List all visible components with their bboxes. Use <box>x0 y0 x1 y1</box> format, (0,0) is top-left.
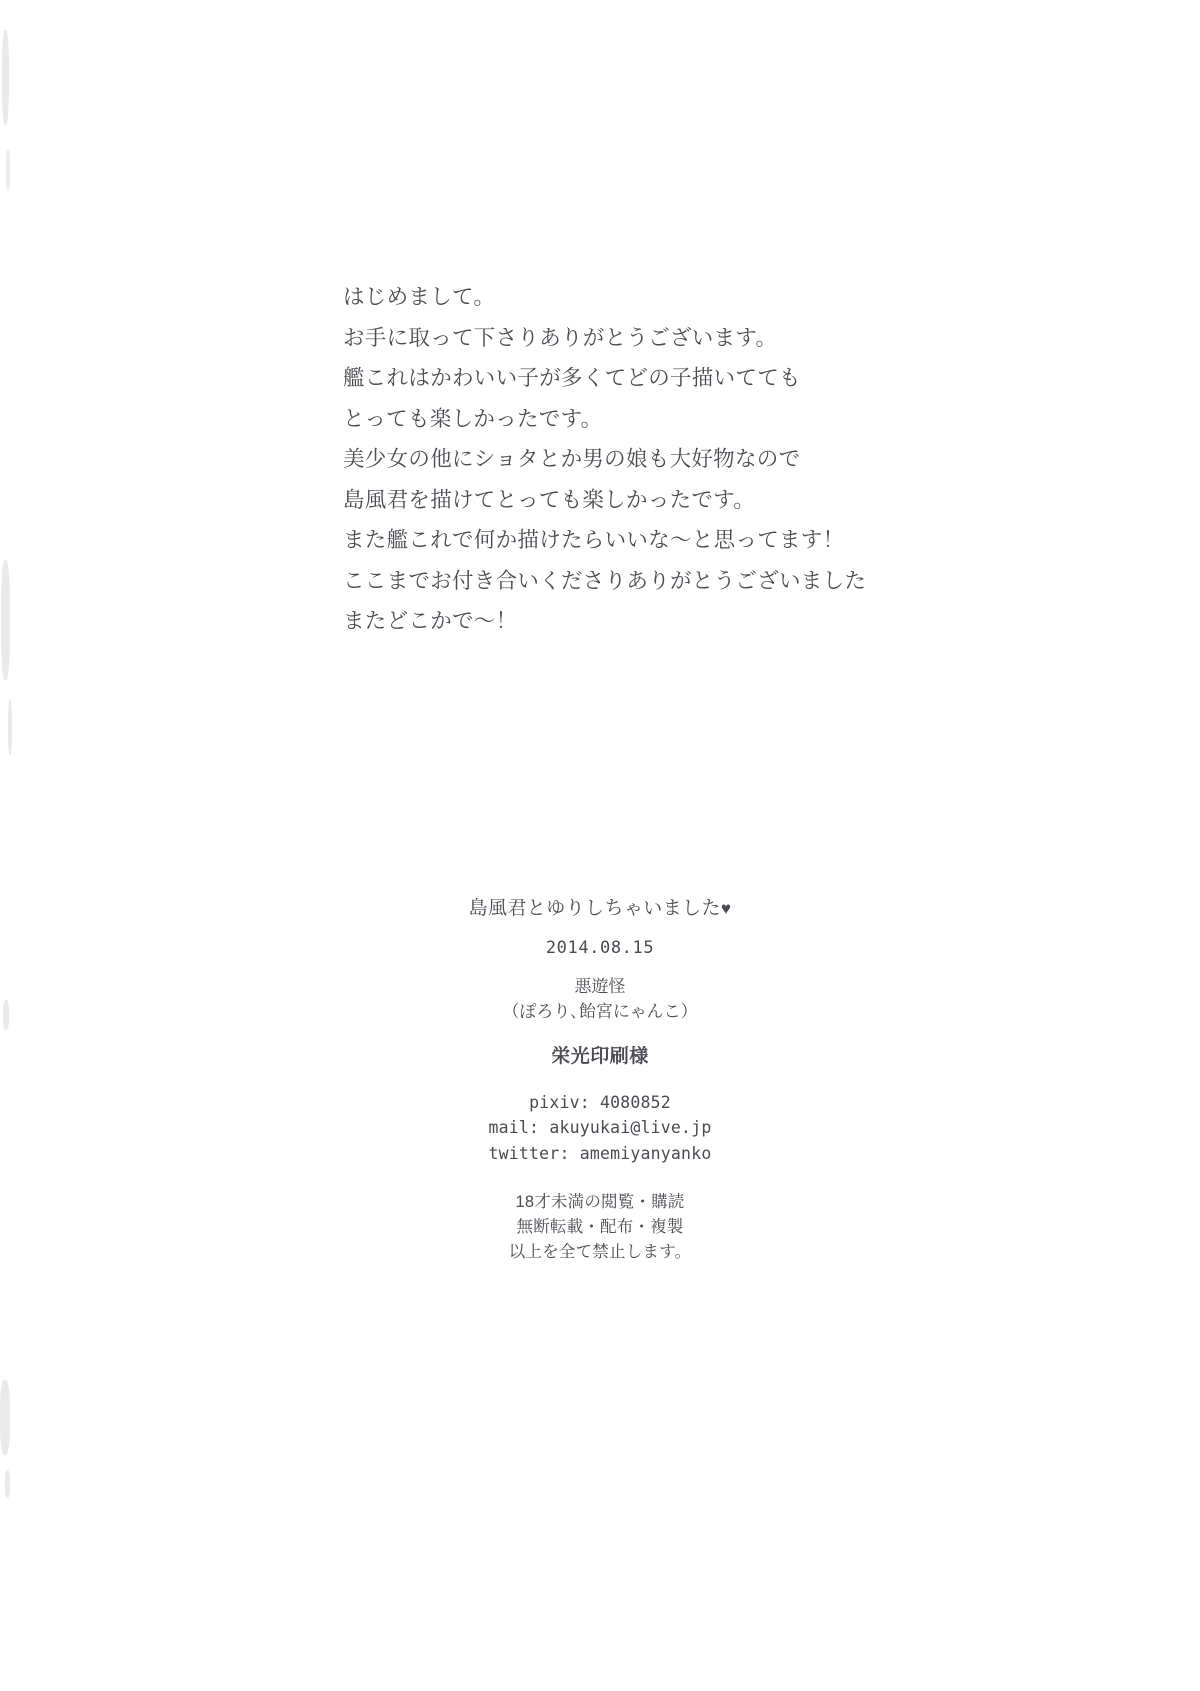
circle-block <box>0 974 1200 1025</box>
afterword-line: はじめまして。 <box>343 285 496 309</box>
age-restriction-notice <box>0 1190 1200 1264</box>
scan-smudge <box>5 1470 10 1498</box>
notice-line: 18才未満の閲覧・購読 <box>515 1193 685 1212</box>
publication-title <box>0 895 1200 924</box>
afterword-line: 美少女の他にショタとか男の娘も大好物なので <box>343 447 801 472</box>
afterword-line: また艦これで何か描けたらいいな〜と思ってます！ <box>343 528 845 553</box>
contact-info <box>0 1090 1200 1167</box>
scan-smudge <box>1 560 10 680</box>
heart-icon: ♥ <box>720 899 732 918</box>
circle-name: 悪遊怪 <box>574 976 626 996</box>
scan-smudge <box>8 700 12 755</box>
afterword-line: お手に取って下さりありがとうございます。 <box>343 325 778 350</box>
contact-twitter: twitter: amemiyanyanko <box>488 1143 712 1163</box>
afterword-line: ここまでお付き合いくださりありがとうございました <box>343 568 867 593</box>
afterword-line: 艦これはかわいい子が多くてどの子描いてても <box>343 366 801 391</box>
notice-line: 無断転載・配布・複製 <box>516 1217 684 1236</box>
afterword-line: またどこかで〜！ <box>343 609 518 634</box>
contact-pixiv: pixiv: 4080852 <box>529 1092 671 1112</box>
afterword-line: 島風君を描けてとっても楽しかったです。 <box>343 487 756 512</box>
printer-name: 栄光印刷様 <box>551 1045 649 1067</box>
colophon <box>0 895 1200 1264</box>
scan-smudge <box>2 30 9 125</box>
scan-smudge <box>0 1380 10 1455</box>
scan-smudge <box>6 150 10 190</box>
afterword-text <box>343 282 1043 647</box>
notice-line: 以上を全て禁止します。 <box>508 1242 692 1261</box>
publication-title-text: 島風君とゆりしちゃいました <box>468 898 721 919</box>
afterword-line: とっても楽しかったです。 <box>343 406 603 431</box>
publication-date: 2014.08.15 <box>545 937 655 958</box>
scan-edge-artifacts <box>0 0 26 1691</box>
contact-mail: mail: akuyukai@live.jp <box>488 1118 712 1138</box>
circle-members: （ぽろり､飴宮にゃんこ） <box>502 1002 698 1021</box>
